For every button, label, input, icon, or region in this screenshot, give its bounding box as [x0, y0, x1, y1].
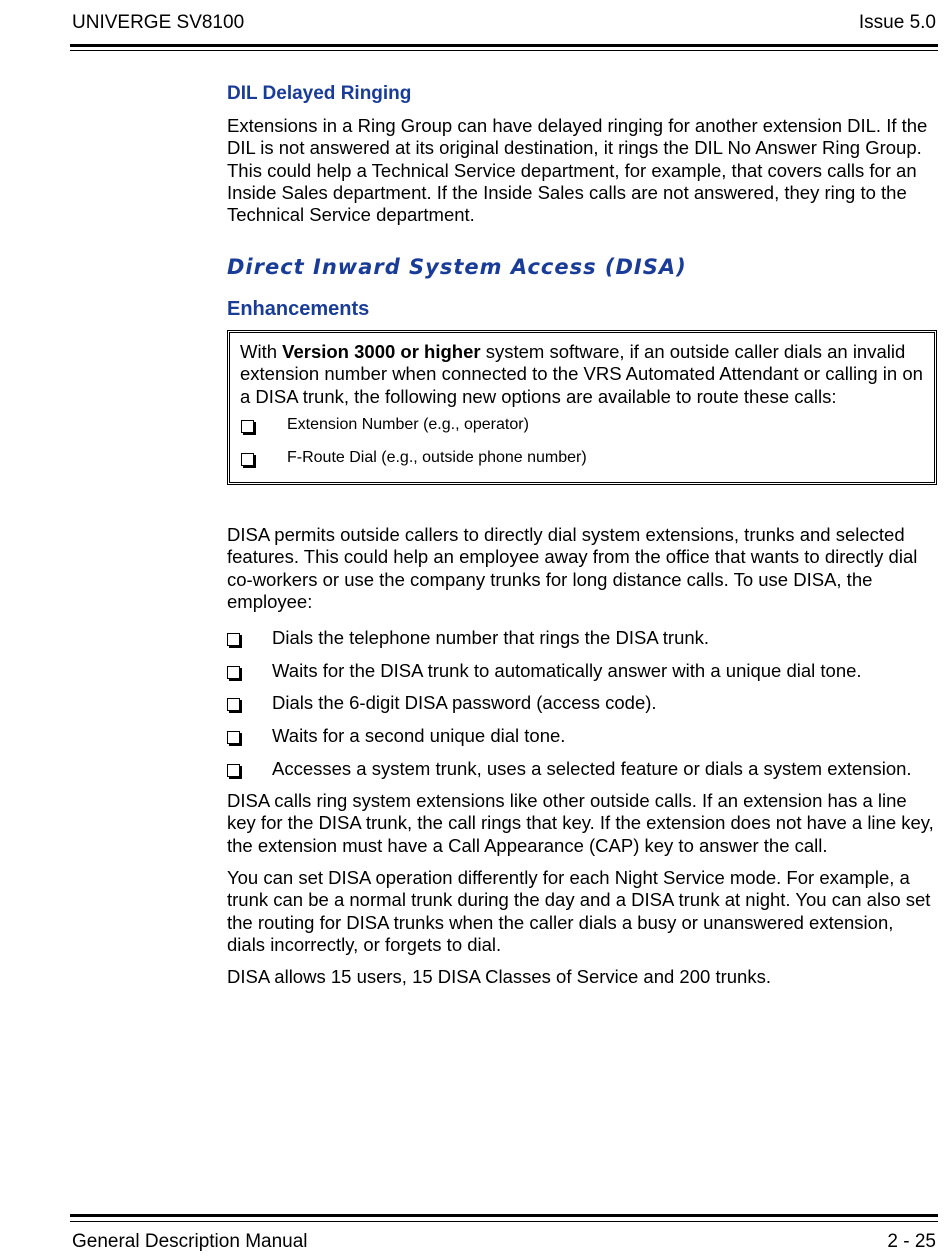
checkbox-icon — [227, 764, 240, 777]
dil-body — [227, 115, 935, 226]
box-list-item — [230, 441, 934, 474]
footer-rule — [70, 1214, 938, 1217]
step-label: Waits for a second unique dial tone. — [272, 725, 566, 746]
footer-page-number: 2 - 25 — [887, 1231, 936, 1252]
header-issue: Issue 5.0 — [858, 12, 936, 33]
disa-capacity-paragraph: DISA allows 15 users, 15 DISA Classes of Service and 200 trunks. — [227, 966, 771, 987]
enhancements-intro — [240, 341, 924, 408]
footer-rule-thin — [70, 1221, 938, 1222]
header-product: UNIVERGE SV8100 — [72, 12, 245, 33]
disa-capacity-section — [227, 966, 935, 988]
disa-ring-paragraph: DISA calls ring system extensions like other outside calls. If an extension has a line key for the DISA trunk, the call rings that key. If the extension does not have a line key, the extension must have a Call Appearance (CAP) key to answer the call. — [227, 790, 934, 856]
enhancements-box — [227, 330, 937, 485]
checkbox-icon — [241, 453, 254, 466]
disa-ring-section — [227, 790, 935, 857]
box-item-label: Extension Number (e.g., operator) — [287, 415, 529, 433]
header-rule-thin — [70, 50, 938, 51]
step-label: Waits for the DISA trunk to automatically answer with a unique dial tone. — [272, 660, 862, 681]
dil-heading: DIL Delayed Ringing — [227, 83, 412, 104]
footer-manual-title: General Description Manual — [72, 1231, 308, 1252]
disa-intro-paragraph: DISA permits outside callers to directly dial system extensions, trunks and selected features. This could help an employee away from the office that wants to directly dial co-workers or use the company trunks for long distance calls. To use DISA, the employee: — [227, 524, 918, 612]
checkbox-icon — [227, 731, 240, 744]
box-item-label: F-Route Dial (e.g., outside phone number) — [287, 448, 587, 466]
header-rule — [70, 44, 938, 47]
enhancements-heading: Enhancements — [227, 298, 370, 320]
step-label: Dials the telephone number that rings the DISA trunk. — [272, 627, 710, 648]
disa-night-paragraph: You can set DISA operation differently for each Night Service mode. For example, a trunk can be a normal trunk during the day and a DISA trunk at night. You can also set the routing for DISA trunks when the caller dials a busy or unanswered extension, dials incorrectly, or forgets to dial. — [227, 867, 931, 955]
box-list-item — [230, 408, 934, 441]
intro-bold: Version 3000 or higher — [282, 341, 481, 362]
checkbox-icon — [227, 633, 240, 646]
intro-prefix: With — [240, 341, 283, 362]
checkbox-icon — [227, 666, 240, 679]
checkbox-icon — [241, 420, 254, 433]
disa-night-section — [227, 867, 935, 956]
disa-intro — [227, 524, 935, 613]
step-label: Dials the 6-digit DISA password (access code). — [272, 692, 657, 713]
disa-heading: Direct Inward System Access (DISA) — [227, 255, 687, 279]
dil-paragraph: Extensions in a Ring Group can have delayed ringing for another extension DIL. If the DIL is not answered at its original destination, it rings the DIL No Answer Ring Group. This could help a Technical Service department, for example, that covers calls for an Inside Sales department. If the Inside Sales calls are not answered, they ring to the Technical Service department. — [227, 115, 928, 226]
intro-suffix: system software, if an outside caller dials an invalid extension number when connected to the VRS Automated Attendant or calling in on a DISA trunk, the following new options are available to route these calls: — [240, 341, 923, 407]
step-label: Accesses a system trunk, uses a selected feature or dials a system extension. — [272, 758, 912, 779]
checkbox-icon — [227, 698, 240, 711]
